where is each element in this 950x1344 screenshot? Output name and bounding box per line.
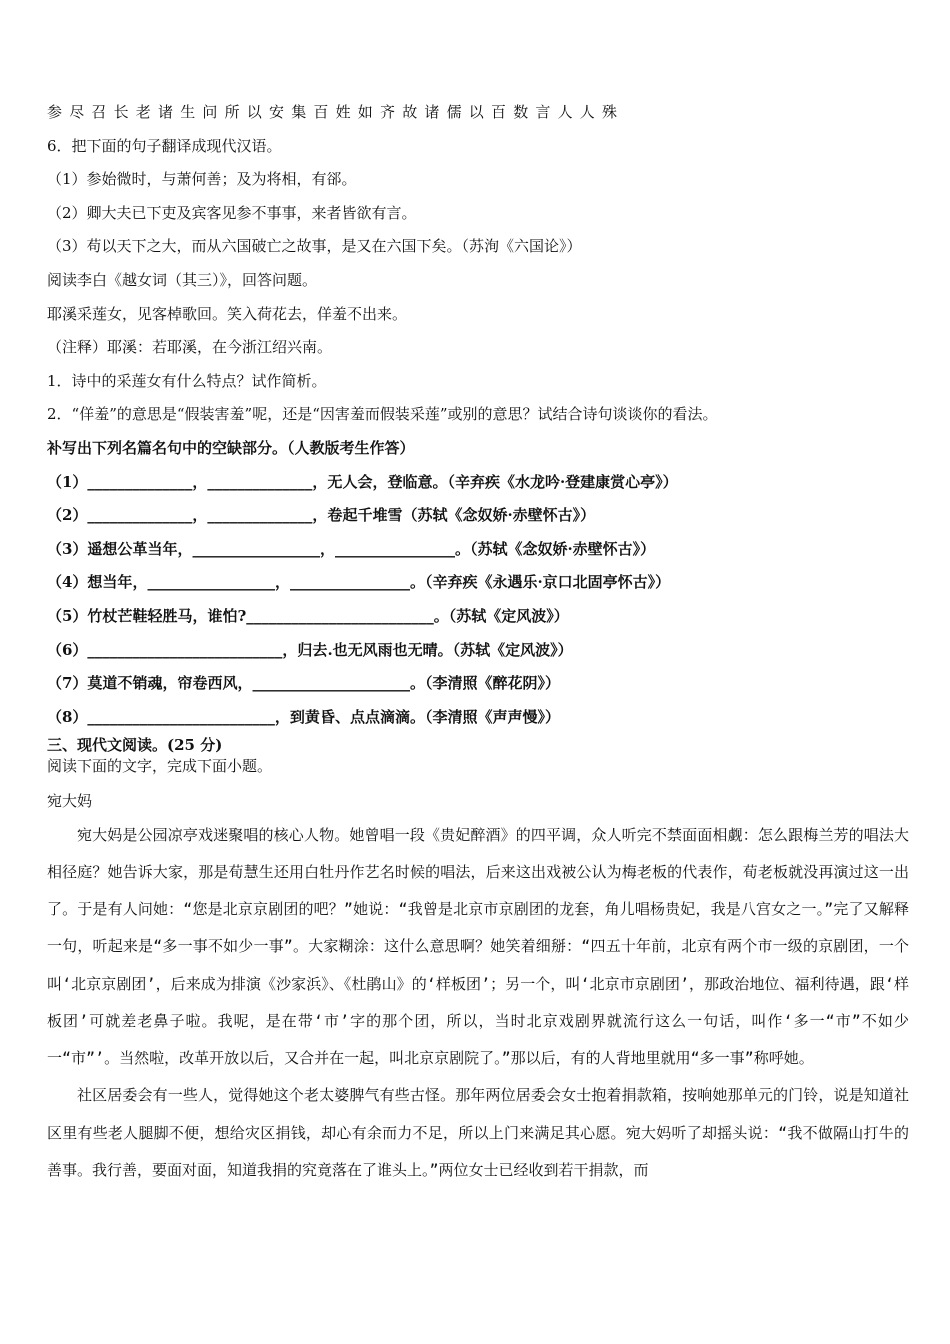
fill-blank-item: （5）竹杖芒鞋轻胜马，谁怕?_________________________。（苏轼《定风波》） bbox=[47, 606, 569, 625]
article-paragraph: 社区居委会有一些人，觉得她这个老太婆脾气有些古怪。那年两位居委会女士抱着捐款箱，按响她那单元的门铃，说是知道社区里有些老人腿脚不便，想给灾区捐钱，却心有余而力不足，所以上门来满足其心愿。宛大妈听了却摇头说：“我不做隔山打牛的善事。我行善，要面对面，知道我捐的究竟落在了谁头上。”两位女士已经收到若干捐款，而 bbox=[47, 1086, 909, 1179]
article-body bbox=[47, 817, 909, 1189]
fill-blank-item: （7）莫道不销魂，帘卷西风，_____________________。（李清照《醉花阴》） bbox=[47, 674, 560, 693]
fill-blank-item: （6）__________________________，归去.也无风雨也无晴。（苏轼《定风波》） bbox=[47, 640, 573, 659]
poem-question-1: 1．诗中的采莲女有什么特点？试作简析。 bbox=[47, 371, 327, 390]
article-paragraph: 宛大妈是公园凉亭戏迷聚唱的核心人物。她曾唱一段《贵妃醉酒》的四平调，众人听完不禁面面相觑：怎么跟梅兰芳的唱法大相径庭？她告诉大家，那是荀慧生还用白牡丹作艺名时候的唱法，后来这出戏被公认为梅老板的代表作，荀老板就没再演过这一出了。于是有人问她：“您是北京京剧团的吧？”她说：“我曾是北京市京剧团的龙套，角儿唱杨贵妃，我是八宫女之一。”完了又解释一句，听起来是“多一事不如少一事”。大家糊涂：这什么意思啊？她笑着细掰：“四五十年前，北京有两个市一级的京剧团，一个叫‘北京京剧团’，后来成为排演《沙家浜》、《杜鹃山》的‘样板团’；另一个，叫‘北京市京剧团’，那政治地位、福利待遇，跟‘样板团’可就差老鼻子啦。我呢，是在带‘市’字的那个团，所以，当时北京戏剧界就流行这么一句话，叫作‘多一“市”不如少一“市”’。当然啦，改革开放以后，又合并在一起，叫北京京剧院了。”那以后，有的人背地里就用“多一事”称呼她。 bbox=[47, 825, 909, 1068]
fill-blank-item: （8）_________________________，到黄昏、点点滴滴。（李清照《声声慢》） bbox=[47, 707, 560, 726]
poem-intro: 阅读李白《越女词（其三）》，回答问题。 bbox=[47, 270, 318, 289]
poem-text: 耶溪采莲女，见客棹歌回。笑入荷花去，佯羞不出来。 bbox=[47, 304, 408, 323]
fill-blank-item: （3）遥想公革当年，_________________，________________。（苏轼《念奴娇·赤壁怀古》） bbox=[47, 539, 656, 558]
fill-blank-section bbox=[47, 432, 909, 734]
fill-blank-item: （2）______________，______________，卷起千堆雪（苏轼《念奴娇·赤壁怀古》） bbox=[47, 506, 596, 525]
poem-note: （注释）耶溪：若耶溪，在今浙江绍兴南。 bbox=[47, 338, 333, 357]
question-6-part-1: （1）参始微时，与萧何善；及为将相，有郤。 bbox=[47, 170, 357, 189]
fill-blank-item: （1）______________，______________，无人会，登临意。（辛弃疾《水龙吟·登建康赏心亭》） bbox=[47, 472, 678, 491]
poem-question-2: 2．“佯羞”的意思是“假装害羞”呢，还是“因害羞而假装采莲”或别的意思？试结合诗句谈谈你的看法。 bbox=[47, 405, 718, 424]
text-line: 参尽召长老诸生问所以安集百姓如齐故诸儒以百数言人人殊 bbox=[47, 103, 625, 121]
article-title: 宛大妈 bbox=[47, 792, 93, 811]
question-6-part-2: （2）卿大夫已下吏及宾客见参不事事，来者皆欲有言。 bbox=[47, 203, 417, 222]
fill-blank-heading: 补写出下列名篇名句中的空缺部分。（人教版考生作答） bbox=[47, 438, 415, 457]
fill-blank-item: （4）想当年，_________________，________________。（辛弃疾《永遇乐·京口北固亭怀古》） bbox=[47, 573, 671, 592]
section-3-instruction: 阅读下面的文字，完成下面小题。 bbox=[47, 757, 273, 776]
section-3-heading: 三、现代文阅读。(25 分) bbox=[47, 736, 223, 755]
document-page bbox=[47, 96, 909, 1189]
question-6-part-3: （3）苟以天下之大，而从六国破亡之故事，是又在六国下矣。（苏洵《六国论》） bbox=[47, 237, 582, 256]
question-6: 6．把下面的句子翻译成现代汉语。 bbox=[47, 136, 282, 155]
